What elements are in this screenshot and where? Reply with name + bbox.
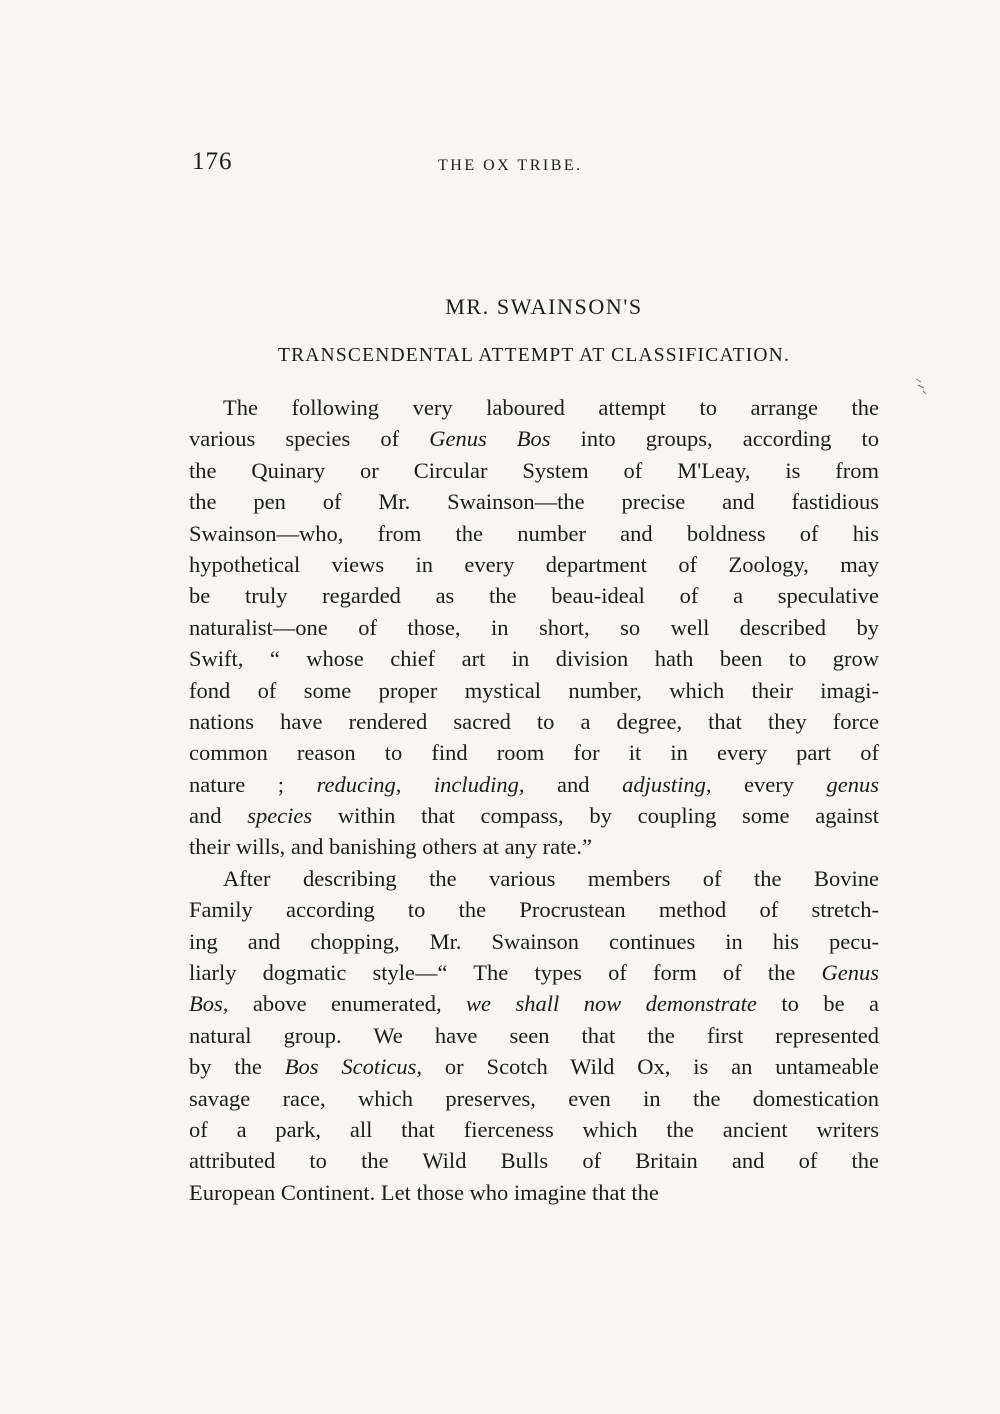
text-line: Swainson—who, from the number and boldness of his bbox=[189, 520, 879, 546]
text-line: of a park, all that fierceness which the ancient writers bbox=[189, 1116, 879, 1142]
running-title: THE OX TRIBE. bbox=[438, 157, 583, 174]
text-line: natural group. We have seen that the first represented bbox=[189, 1022, 879, 1048]
text-line: ing and chopping, Mr. Swainson continues in his pecu- bbox=[189, 928, 879, 954]
stray-mark-icon bbox=[914, 376, 928, 396]
section-title: MR. SWAINSON'S bbox=[445, 294, 643, 319]
text-line: After describing the various members of the Bovine bbox=[223, 865, 879, 891]
paragraph bbox=[189, 392, 879, 863]
text-line: by the Bos Scoticus, or Scotch Wild Ox, is an untameable bbox=[189, 1054, 879, 1080]
text-line: savage race, which preserves, even in the domestication bbox=[189, 1085, 879, 1111]
body-text bbox=[189, 392, 879, 1208]
text-line: Family according to the Procrustean method of stretch- bbox=[189, 897, 879, 923]
text-line: European Continent. Let those who imagine that the bbox=[189, 1179, 659, 1205]
text-line: liarly dogmatic style—“ The types of form of the Genus bbox=[189, 960, 879, 986]
text-line: attributed to the Wild Bulls of Britain and of the bbox=[189, 1148, 879, 1174]
text-line: and species within that compass, by coupling some against bbox=[189, 803, 879, 829]
page-number: 176 bbox=[192, 148, 233, 175]
text-line: The following very laboured attempt to arrange the bbox=[223, 395, 879, 420]
section-subtitle: TRANSCENDENTAL ATTEMPT AT CLASSIFICATION. bbox=[277, 345, 791, 366]
paragraph bbox=[189, 863, 879, 1208]
text-line: nature ; reducing, including, and adjusting, every genus bbox=[189, 771, 880, 797]
text-line: the Quinary or Circular System of M'Leay, is from bbox=[189, 457, 879, 483]
text-line: common reason to find room for it in every part of bbox=[189, 740, 879, 766]
running-head bbox=[192, 148, 880, 180]
text-line: their wills, and banishing others at any rate.” bbox=[189, 834, 593, 860]
text-line: be truly regarded as the beau-ideal of a speculative bbox=[189, 583, 879, 609]
text-line: Swift, “ whose chief art in division hath been to grow bbox=[189, 646, 879, 672]
text-line: hypothetical views in every department of Zoology, may bbox=[189, 551, 879, 577]
text-line: Bos, above enumerated, we shall now demonstrate to be a bbox=[189, 991, 879, 1017]
text-line: naturalist—one of those, in short, so well described by bbox=[189, 614, 879, 640]
text-line: the pen of Mr. Swainson—the precise and fastidious bbox=[189, 489, 879, 515]
text-line: various species of Genus Bos into groups, according to bbox=[189, 426, 879, 452]
text-line: fond of some proper mystical number, which their imagi- bbox=[189, 677, 879, 703]
text-line: nations have rendered sacred to a degree, that they force bbox=[189, 708, 879, 734]
